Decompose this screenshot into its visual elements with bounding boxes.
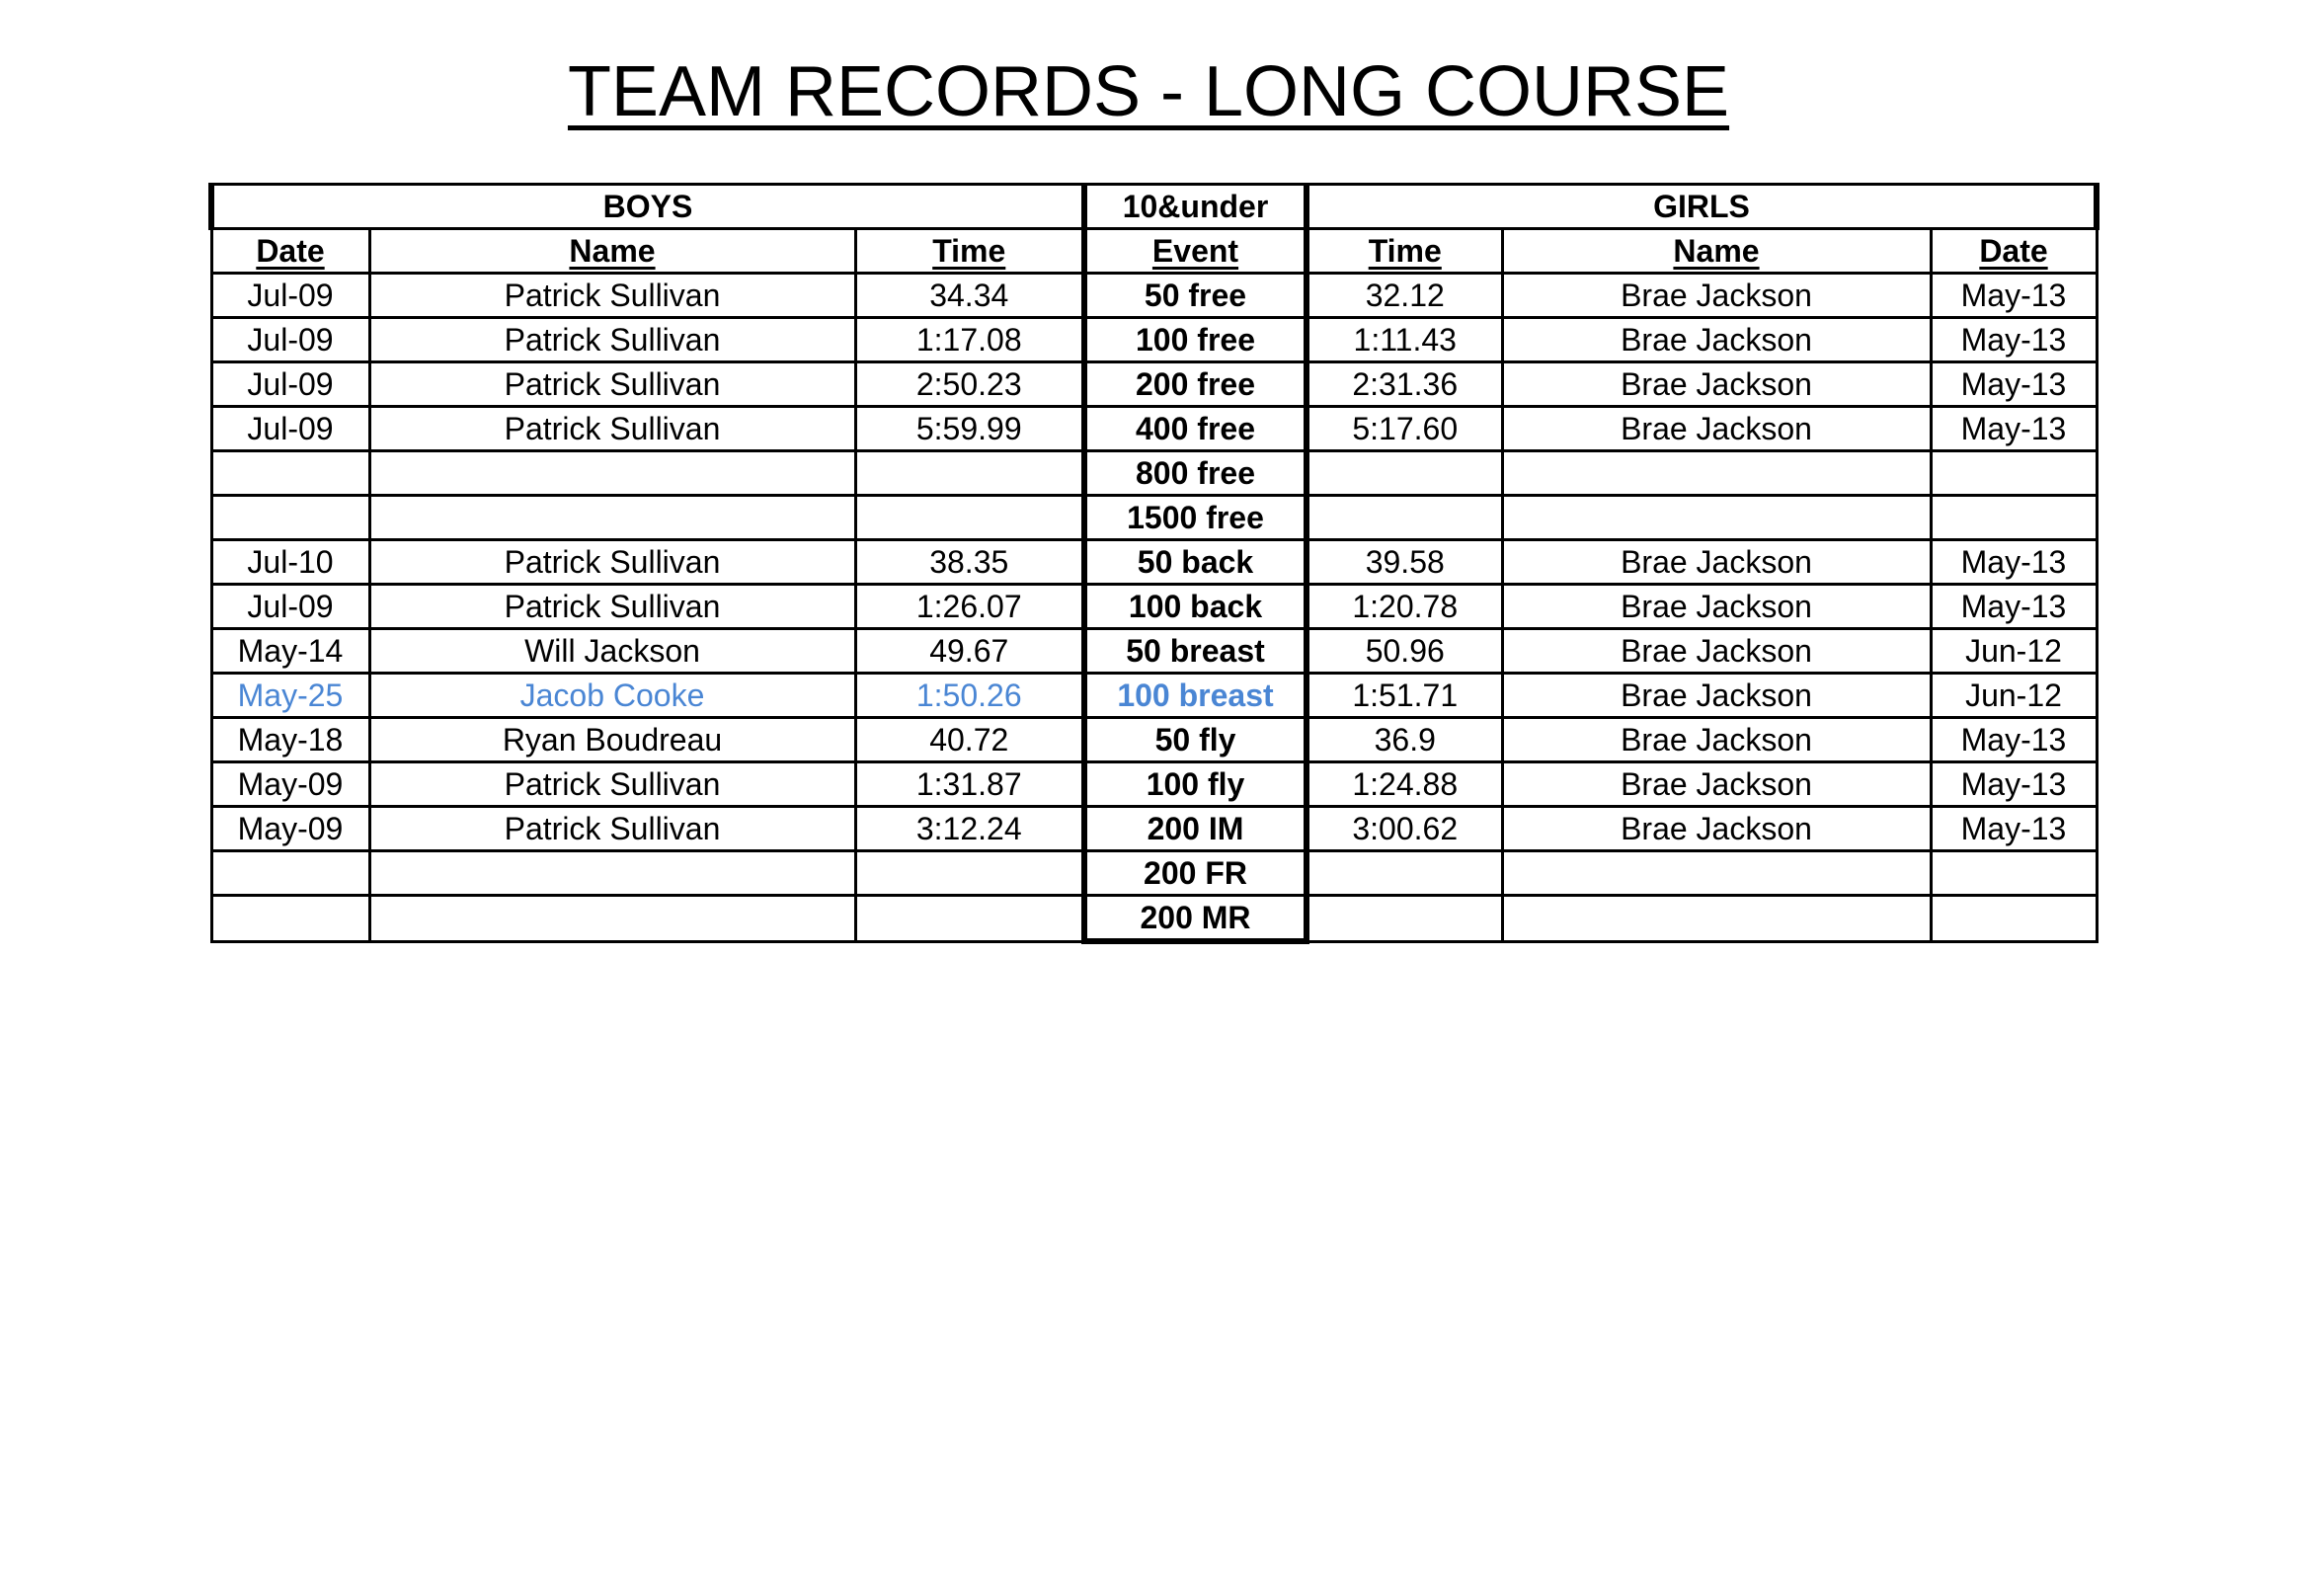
girls-name-cell [1502, 896, 1931, 942]
event-cell: 200 IM [1084, 807, 1307, 851]
event-cell: 200 FR [1084, 851, 1307, 896]
boys-date-cell: Jul-09 [211, 318, 369, 362]
girls-date-cell [1931, 496, 2097, 540]
girls-time-cell: 32.12 [1307, 274, 1502, 318]
girls-date-cell [1931, 896, 2097, 942]
boys-name-cell [369, 496, 855, 540]
girls-time-cell: 5:17.60 [1307, 407, 1502, 451]
boys-time-cell: 1:31.87 [855, 762, 1084, 807]
girls-name-cell: Brae Jackson [1502, 718, 1931, 762]
table-row [211, 540, 2097, 585]
table-row [211, 807, 2097, 851]
boys-name-cell: Patrick Sullivan [369, 762, 855, 807]
boys-name-cell: Patrick Sullivan [369, 274, 855, 318]
records-body [211, 274, 2097, 942]
boys-name-cell: Patrick Sullivan [369, 807, 855, 851]
boys-name-cell [369, 896, 855, 942]
boys-date-cell: Jul-09 [211, 274, 369, 318]
boys-name-cell [369, 451, 855, 496]
event-header: Event [1084, 229, 1307, 274]
girls-name-cell: Brae Jackson [1502, 762, 1931, 807]
boys-name-cell [369, 851, 855, 896]
girls-time-cell [1307, 451, 1502, 496]
event-cell: 100 fly [1084, 762, 1307, 807]
girls-time-header: Time [1307, 229, 1502, 274]
boys-time-cell: 1:50.26 [855, 674, 1084, 718]
boys-date-cell [211, 451, 369, 496]
girls-time-cell: 2:31.36 [1307, 362, 1502, 407]
age-group-header: 10&under [1084, 185, 1307, 229]
girls-name-cell: Brae Jackson [1502, 807, 1931, 851]
group-header-row [211, 185, 2097, 229]
boys-time-cell: 38.35 [855, 540, 1084, 585]
event-cell: 50 back [1084, 540, 1307, 585]
event-cell: 100 breast [1084, 674, 1307, 718]
girls-name-cell [1502, 496, 1931, 540]
table-row [211, 629, 2097, 674]
girls-time-cell [1307, 896, 1502, 942]
event-cell: 50 free [1084, 274, 1307, 318]
event-cell: 1500 free [1084, 496, 1307, 540]
table-row [211, 274, 2097, 318]
boys-date-cell: Jul-09 [211, 362, 369, 407]
girls-date-cell: May-13 [1931, 585, 2097, 629]
girls-date-cell: May-13 [1931, 540, 2097, 585]
girls-name-cell: Brae Jackson [1502, 674, 1931, 718]
girls-date-cell [1931, 451, 2097, 496]
girls-date-cell: May-13 [1931, 274, 2097, 318]
boys-date-cell: May-09 [211, 807, 369, 851]
table-row [211, 407, 2097, 451]
table-row [211, 896, 2097, 942]
table-row [211, 674, 2097, 718]
boys-name-header: Name [369, 229, 855, 274]
table-row [211, 318, 2097, 362]
girls-time-cell: 1:24.88 [1307, 762, 1502, 807]
girls-time-cell: 1:51.71 [1307, 674, 1502, 718]
event-cell: 400 free [1084, 407, 1307, 451]
boys-name-cell: Patrick Sullivan [369, 407, 855, 451]
event-cell: 50 fly [1084, 718, 1307, 762]
girls-date-header: Date [1931, 229, 2097, 274]
girls-name-cell [1502, 451, 1931, 496]
boys-date-cell [211, 496, 369, 540]
column-header-row [211, 229, 2097, 274]
girls-name-cell [1502, 851, 1931, 896]
boys-date-header: Date [211, 229, 369, 274]
records-table [208, 183, 2099, 944]
boys-date-cell: Jul-10 [211, 540, 369, 585]
girls-name-cell: Brae Jackson [1502, 407, 1931, 451]
girls-date-cell: May-13 [1931, 807, 2097, 851]
girls-time-cell [1307, 851, 1502, 896]
girls-date-cell [1931, 851, 2097, 896]
event-cell: 200 MR [1084, 896, 1307, 942]
table-row [211, 362, 2097, 407]
boys-time-cell: 40.72 [855, 718, 1084, 762]
event-cell: 800 free [1084, 451, 1307, 496]
boys-date-cell: Jul-09 [211, 585, 369, 629]
event-cell: 100 back [1084, 585, 1307, 629]
boys-date-cell: Jul-09 [211, 407, 369, 451]
girls-date-cell: May-13 [1931, 407, 2097, 451]
boys-date-cell: May-09 [211, 762, 369, 807]
boys-time-cell [855, 451, 1084, 496]
girls-time-cell: 36.9 [1307, 718, 1502, 762]
boys-name-cell: Patrick Sullivan [369, 362, 855, 407]
event-cell: 200 free [1084, 362, 1307, 407]
table-row [211, 451, 2097, 496]
girls-name-cell: Brae Jackson [1502, 274, 1931, 318]
boys-name-cell: Jacob Cooke [369, 674, 855, 718]
boys-date-cell: May-25 [211, 674, 369, 718]
event-cell: 100 free [1084, 318, 1307, 362]
boys-time-cell: 5:59.99 [855, 407, 1084, 451]
table-row [211, 762, 2097, 807]
boys-time-cell: 2:50.23 [855, 362, 1084, 407]
table-row [211, 851, 2097, 896]
girls-header: GIRLS [1307, 185, 2097, 229]
boys-name-cell: Ryan Boudreau [369, 718, 855, 762]
boys-time-cell [855, 496, 1084, 540]
girls-date-cell: May-13 [1931, 718, 2097, 762]
boys-date-cell [211, 851, 369, 896]
boys-time-cell: 1:17.08 [855, 318, 1084, 362]
table-row [211, 585, 2097, 629]
girls-time-cell: 1:20.78 [1307, 585, 1502, 629]
girls-time-cell: 1:11.43 [1307, 318, 1502, 362]
girls-name-cell: Brae Jackson [1502, 318, 1931, 362]
girls-name-cell: Brae Jackson [1502, 362, 1931, 407]
boys-name-cell: Patrick Sullivan [369, 318, 855, 362]
girls-date-cell: May-13 [1931, 318, 2097, 362]
girls-name-cell: Brae Jackson [1502, 585, 1931, 629]
boys-header: BOYS [211, 185, 1084, 229]
boys-time-cell: 49.67 [855, 629, 1084, 674]
boys-time-cell [855, 896, 1084, 942]
boys-date-cell [211, 896, 369, 942]
girls-date-cell: May-13 [1931, 362, 2097, 407]
girls-date-cell: Jun-12 [1931, 629, 2097, 674]
girls-date-cell: May-13 [1931, 762, 2097, 807]
event-cell: 50 breast [1084, 629, 1307, 674]
girls-name-cell: Brae Jackson [1502, 629, 1931, 674]
boys-name-cell: Patrick Sullivan [369, 540, 855, 585]
boys-name-cell: Will Jackson [369, 629, 855, 674]
boys-name-cell: Patrick Sullivan [369, 585, 855, 629]
girls-name-cell: Brae Jackson [1502, 540, 1931, 585]
table-row [211, 496, 2097, 540]
girls-name-header: Name [1502, 229, 1931, 274]
girls-time-cell: 39.58 [1307, 540, 1502, 585]
table-row [211, 718, 2097, 762]
boys-time-header: Time [855, 229, 1084, 274]
boys-time-cell: 3:12.24 [855, 807, 1084, 851]
girls-time-cell: 3:00.62 [1307, 807, 1502, 851]
girls-time-cell: 50.96 [1307, 629, 1502, 674]
boys-time-cell: 34.34 [855, 274, 1084, 318]
boys-date-cell: May-14 [211, 629, 369, 674]
boys-time-cell [855, 851, 1084, 896]
page-title: TEAM RECORDS - LONG COURSE [567, 52, 1730, 131]
boys-time-cell: 1:26.07 [855, 585, 1084, 629]
girls-time-cell [1307, 496, 1502, 540]
boys-date-cell: May-18 [211, 718, 369, 762]
girls-date-cell: Jun-12 [1931, 674, 2097, 718]
